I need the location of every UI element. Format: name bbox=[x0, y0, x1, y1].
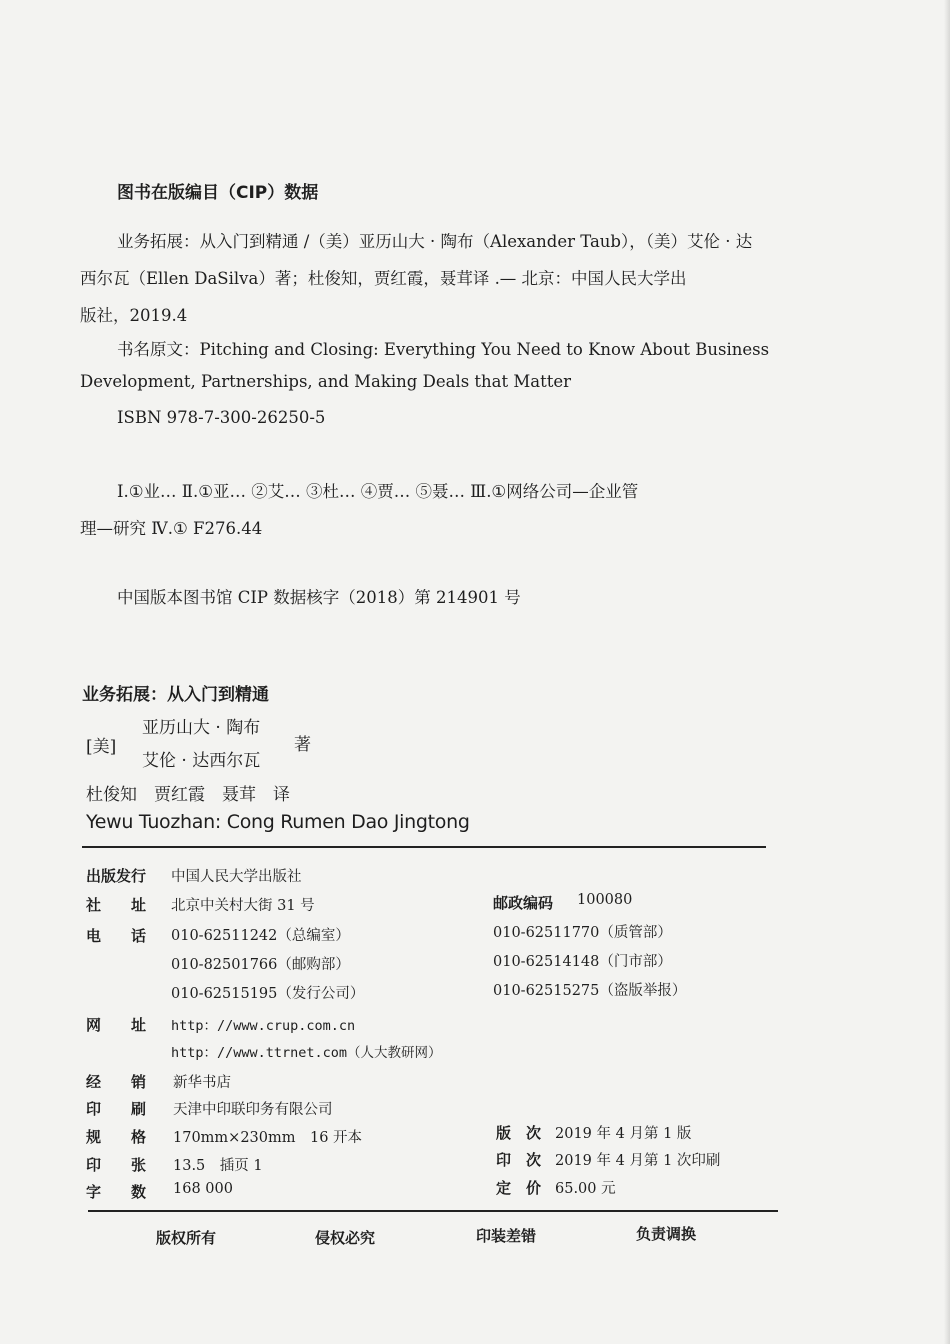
author-1: 亚历山大 · 陶布 bbox=[142, 718, 261, 738]
edition-value: 2019 年 4 月第 1 版 bbox=[555, 1126, 692, 1142]
author-nationality: [美] bbox=[86, 737, 117, 757]
website-1[interactable]: http：//www.crup.com.cn bbox=[171, 1018, 356, 1034]
cip-line-2: 西尔瓦（Ellen DaSilva）著；杜俊知，贾红霞，聂茸译 .— 北京：中国人民大学出 bbox=[80, 269, 687, 288]
publisher-value: 中国人民大学出版社 bbox=[171, 869, 302, 885]
footer-exchange: 负责调换 bbox=[636, 1225, 697, 1243]
sheets-label: 印 张 bbox=[86, 1156, 147, 1174]
footer-infringement: 侵权必究 bbox=[315, 1229, 376, 1247]
cip-original-title-2: Development, Partnerships, and Making Deals that Matter bbox=[80, 372, 572, 391]
address-value: 北京中关村大街 31 号 bbox=[171, 898, 315, 914]
cip-classification-1: Ⅰ.①业… Ⅱ.①亚… ②艾… ③杜… ④贾… ⑤聂… Ⅲ.①网络公司—企业管 bbox=[117, 482, 639, 501]
divider-bottom bbox=[88, 1210, 778, 1212]
footer-copyright: 版权所有 bbox=[156, 1229, 217, 1247]
author-2: 艾伦 · 达西尔瓦 bbox=[142, 751, 261, 771]
printer-label: 印 刷 bbox=[86, 1100, 147, 1118]
phone-right-1: 010-62511770（质管部） bbox=[493, 925, 672, 941]
book-title: 业务拓展：从入门到精通 bbox=[82, 685, 269, 705]
sheets-value: 13.5 插页 1 bbox=[173, 1158, 263, 1174]
website-label: 网 址 bbox=[86, 1016, 147, 1034]
phone-label: 电 话 bbox=[86, 927, 147, 945]
cip-original-title-1: 书名原文：Pitching and Closing: Everything You Need to Know About Business bbox=[117, 340, 770, 359]
website-2[interactable]: http：//www.ttrnet.com（人大教研网） bbox=[171, 1045, 442, 1061]
phone-left-2: 010-82501766（邮购部） bbox=[171, 957, 350, 973]
footer-print-error: 印装差错 bbox=[476, 1227, 537, 1245]
cip-classification-2: 理—研究 Ⅳ.① F276.44 bbox=[80, 519, 263, 538]
cip-isbn: ISBN 978-7-300-26250-5 bbox=[117, 408, 326, 427]
distributor-value: 新华书店 bbox=[173, 1075, 231, 1091]
publisher-label: 出版发行 bbox=[86, 867, 147, 885]
printing-value: 2019 年 4 月第 1 次印刷 bbox=[555, 1153, 721, 1169]
words-value: 168 000 bbox=[173, 1181, 233, 1197]
author-role: 著 bbox=[294, 735, 311, 755]
address-label: 社 址 bbox=[86, 896, 147, 914]
price-label: 定 价 bbox=[496, 1179, 542, 1197]
distributor-label: 经 销 bbox=[86, 1073, 147, 1091]
translators: 杜俊知 贾红霞 聂茸 译 bbox=[86, 785, 290, 805]
printing-label: 印 次 bbox=[496, 1151, 542, 1169]
spec-label: 规 格 bbox=[86, 1128, 147, 1146]
price-value: 65.00 元 bbox=[555, 1181, 616, 1197]
pinyin-title: Yewu Tuozhan: Cong Rumen Dao Jingtong bbox=[86, 811, 470, 833]
postcode-value: 100080 bbox=[577, 892, 633, 908]
cip-line-1: 业务拓展：从入门到精通 /（美）亚历山大 · 陶布（Alexander Taub），（美）艾伦 · 达 bbox=[117, 232, 753, 251]
divider-top bbox=[82, 846, 766, 848]
cip-heading: 图书在版编目（CIP）数据 bbox=[117, 183, 319, 203]
cip-number: 中国版本图书馆 CIP 数据核字（2018）第 214901 号 bbox=[117, 588, 521, 607]
phone-right-2: 010-62514148（门市部） bbox=[493, 954, 672, 970]
cip-line-3: 版社，2019.4 bbox=[80, 306, 188, 325]
spec-value: 170mm×230mm 16 开本 bbox=[173, 1130, 363, 1146]
phone-right-3: 010-62515275（盗版举报） bbox=[493, 983, 687, 999]
postcode-label: 邮政编码 bbox=[493, 894, 554, 912]
edition-label: 版 次 bbox=[496, 1124, 542, 1142]
words-label: 字 数 bbox=[86, 1183, 147, 1201]
phone-left-1: 010-62511242（总编室） bbox=[171, 928, 350, 944]
page-edge-shadow bbox=[944, 0, 950, 1344]
printer-value: 天津中印联印务有限公司 bbox=[173, 1102, 333, 1118]
phone-left-3: 010-62515195（发行公司） bbox=[171, 986, 365, 1002]
